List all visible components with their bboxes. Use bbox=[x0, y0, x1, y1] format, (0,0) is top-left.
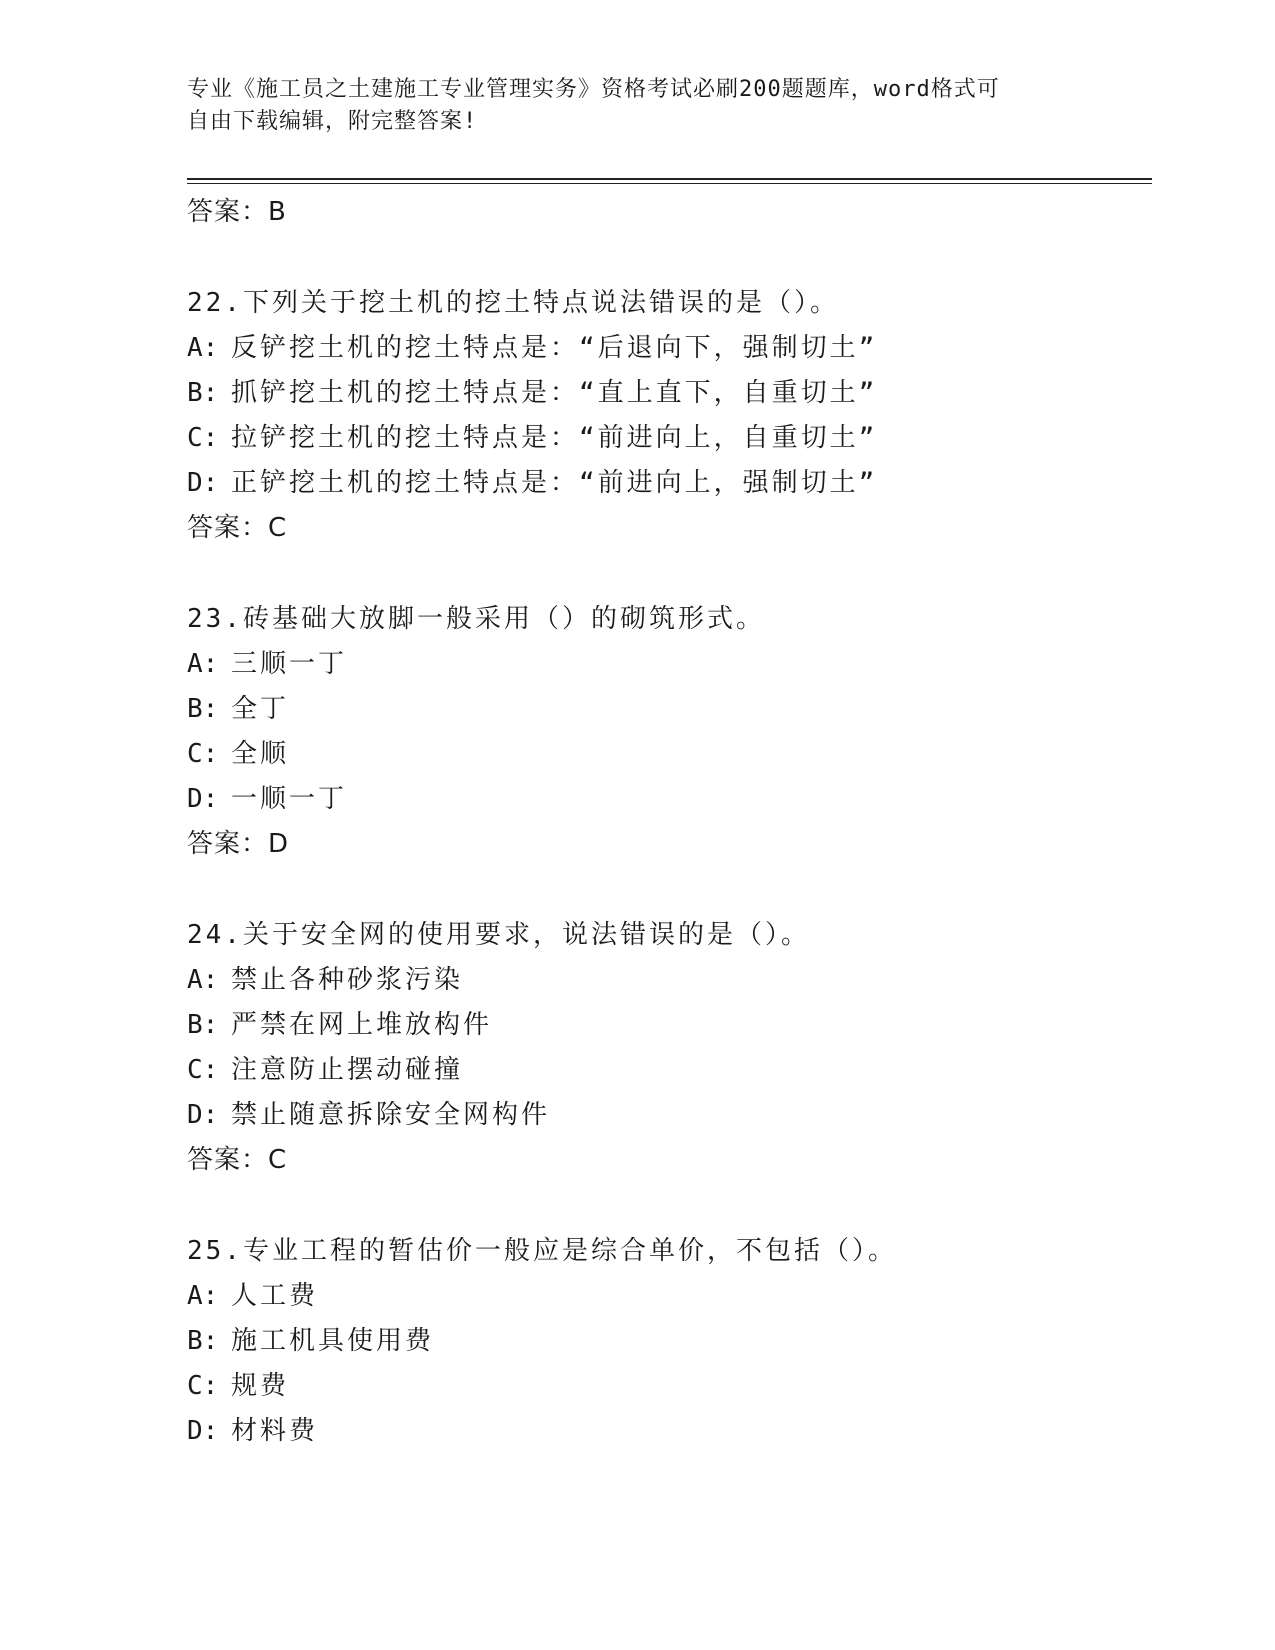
option-text: 人工费 bbox=[231, 1281, 319, 1311]
question-stem: 25.专业工程的暂估价一般应是综合单价，不包括（）。 bbox=[187, 1236, 897, 1266]
option-letter: D: bbox=[187, 468, 219, 498]
question-block bbox=[187, 1229, 1147, 1454]
option-letter: D: bbox=[187, 784, 219, 814]
option-letter: B: bbox=[187, 1010, 219, 1040]
option-letter: B: bbox=[187, 694, 219, 724]
question-stem: 24.关于安全网的使用要求，说法错误的是（）。 bbox=[187, 920, 810, 950]
header-line-2: 自由下载编辑，附完整答案! bbox=[187, 109, 478, 134]
option-text: 拉铲挖土机的挖土特点是：“前进向上，自重切土” bbox=[231, 423, 878, 453]
option-letter: C: bbox=[187, 423, 219, 453]
answer-line: 答案：C bbox=[187, 513, 288, 543]
option-text: 禁止随意拆除安全网构件 bbox=[231, 1100, 551, 1130]
option-letter: A: bbox=[187, 649, 219, 679]
option-a bbox=[187, 642, 1147, 687]
option-a bbox=[187, 958, 1147, 1003]
option-letter: B: bbox=[187, 378, 219, 408]
question-stem: 22.下列关于挖土机的挖土特点说法错误的是（）。 bbox=[187, 288, 839, 318]
answer-line: 答案：B bbox=[187, 197, 287, 227]
option-letter: B: bbox=[187, 1326, 219, 1356]
option-a bbox=[187, 1274, 1147, 1319]
question-block bbox=[187, 597, 1147, 867]
option-text: 反铲挖土机的挖土特点是：“后退向下，强制切土” bbox=[231, 333, 878, 363]
option-letter: C: bbox=[187, 739, 219, 769]
option-b bbox=[187, 371, 1147, 416]
option-d bbox=[187, 1093, 1147, 1138]
answer-line: 答案：D bbox=[187, 829, 290, 859]
option-b bbox=[187, 1003, 1147, 1048]
option-b bbox=[187, 1319, 1147, 1364]
option-text: 全丁 bbox=[231, 694, 290, 724]
option-letter: A: bbox=[187, 965, 219, 995]
option-letter: D: bbox=[187, 1100, 219, 1130]
question-list bbox=[187, 190, 1147, 1454]
option-letter: A: bbox=[187, 333, 219, 363]
option-letter: C: bbox=[187, 1055, 219, 1085]
option-d bbox=[187, 461, 1147, 506]
option-d bbox=[187, 1409, 1147, 1454]
option-text: 三顺一丁 bbox=[231, 649, 348, 679]
option-text: 禁止各种砂浆污染 bbox=[231, 965, 464, 995]
header-line-1: 专业《施工员之土建施工专业管理实务》资格考试必刷200题题库，word格式可 bbox=[187, 77, 1000, 102]
option-c bbox=[187, 1364, 1147, 1409]
option-a bbox=[187, 326, 1147, 371]
answer-line: 答案：C bbox=[187, 1145, 288, 1175]
document-header bbox=[187, 74, 1087, 138]
option-d bbox=[187, 777, 1147, 822]
option-text: 材料费 bbox=[231, 1416, 319, 1446]
question-stem: 23.砖基础大放脚一般采用（）的砌筑形式。 bbox=[187, 604, 765, 634]
header-divider-thin bbox=[187, 183, 1152, 184]
option-text: 一顺一丁 bbox=[231, 784, 348, 814]
header-divider-thick bbox=[187, 178, 1152, 180]
option-text: 施工机具使用费 bbox=[231, 1326, 435, 1356]
option-text: 规费 bbox=[231, 1371, 290, 1401]
option-b bbox=[187, 687, 1147, 732]
option-c bbox=[187, 1048, 1147, 1093]
option-letter: C: bbox=[187, 1371, 219, 1401]
option-text: 严禁在网上堆放构件 bbox=[231, 1010, 493, 1040]
option-c bbox=[187, 416, 1147, 461]
option-text: 注意防止摆动碰撞 bbox=[231, 1055, 464, 1085]
option-text: 正铲挖土机的挖土特点是：“前进向上，强制切土” bbox=[231, 468, 878, 498]
option-letter: D: bbox=[187, 1416, 219, 1446]
option-c bbox=[187, 732, 1147, 777]
option-text: 全顺 bbox=[231, 739, 290, 769]
option-text: 抓铲挖土机的挖土特点是：“直上直下，自重切土” bbox=[231, 378, 878, 408]
question-block bbox=[187, 913, 1147, 1183]
option-letter: A: bbox=[187, 1281, 219, 1311]
question-block bbox=[187, 281, 1147, 551]
